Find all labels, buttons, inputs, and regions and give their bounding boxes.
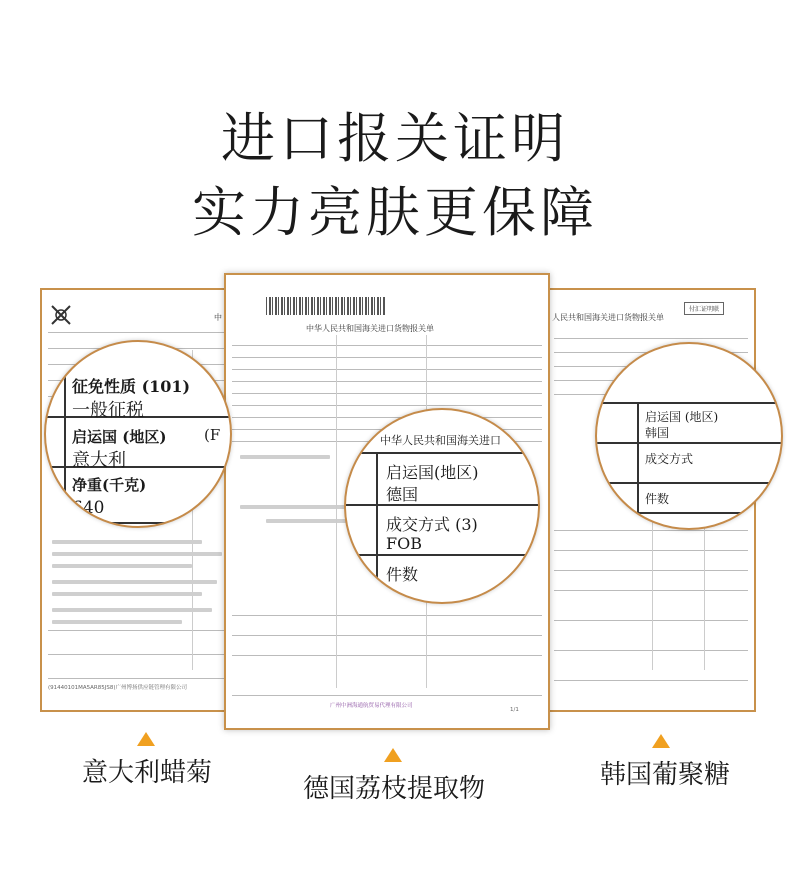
- left-mag-row1-value: 一般征税: [72, 400, 144, 421]
- right-mag-row2-label: 成交方式: [645, 452, 694, 466]
- left-product-label: 意大利蜡菊: [81, 758, 212, 788]
- right-magnifier: [595, 342, 783, 530]
- left-mag-row2-suffix: (F: [204, 426, 221, 444]
- center-mag-row3-label: 件数: [386, 565, 419, 584]
- left-mag-row3-label: 净重(千克): [72, 476, 147, 494]
- center-mag-row2-value: FOB: [386, 534, 422, 553]
- right-mag-row3-label: 件数: [645, 492, 670, 506]
- barcode-icon: [266, 297, 386, 315]
- left-mag-row2-label: 启运国 (地区): [72, 428, 167, 446]
- center-doc-title: 中华人民共和国海关进口货物报关单: [306, 324, 434, 333]
- customs-emblem-icon: [48, 302, 74, 328]
- left-mag-row3-value: 640: [72, 498, 105, 518]
- center-doc-footer-company: 广州中洲海通航贸易代理有限公司: [330, 703, 413, 709]
- center-magnifier: [344, 408, 540, 604]
- right-mag-row1-value: 韩国: [645, 426, 670, 440]
- center-product-label: 德国荔枝提取物: [302, 774, 485, 804]
- center-mag-header: 中华人民共和国海关进口: [380, 434, 501, 447]
- right-arrow-icon: [652, 734, 670, 748]
- right-doc-title: 人民共和国海关进口货物报关单: [552, 313, 664, 322]
- left-doc-footer-unit: (91440101MA5AR85JS8)广州博扬供应链管理有限公司: [48, 685, 187, 691]
- remittance-stamp: 付汇证明联: [684, 302, 724, 315]
- left-mag-row1-label: 征免性质 (101): [72, 377, 191, 396]
- center-mag-row1-value: 德国: [386, 485, 419, 504]
- left-mag-row2-value: 意大利: [72, 450, 126, 471]
- center-mag-row1-label: 启运国(地区): [386, 463, 479, 482]
- headline-line-2: 实力亮肤更保障: [192, 181, 598, 244]
- left-doc-title-fragment: 中: [214, 313, 222, 322]
- center-doc-page-number: 1/1: [510, 707, 519, 713]
- center-arrow-icon: [384, 748, 402, 762]
- left-magnifier: [44, 340, 232, 528]
- left-arrow-icon: [137, 732, 155, 746]
- headline-line-1: 进口报关证明: [221, 107, 569, 170]
- right-mag-row1-label: 启运国 (地区): [645, 410, 719, 424]
- right-product-label: 韩国葡聚糖: [599, 760, 730, 790]
- center-mag-row2-label: 成交方式 (3): [386, 515, 478, 534]
